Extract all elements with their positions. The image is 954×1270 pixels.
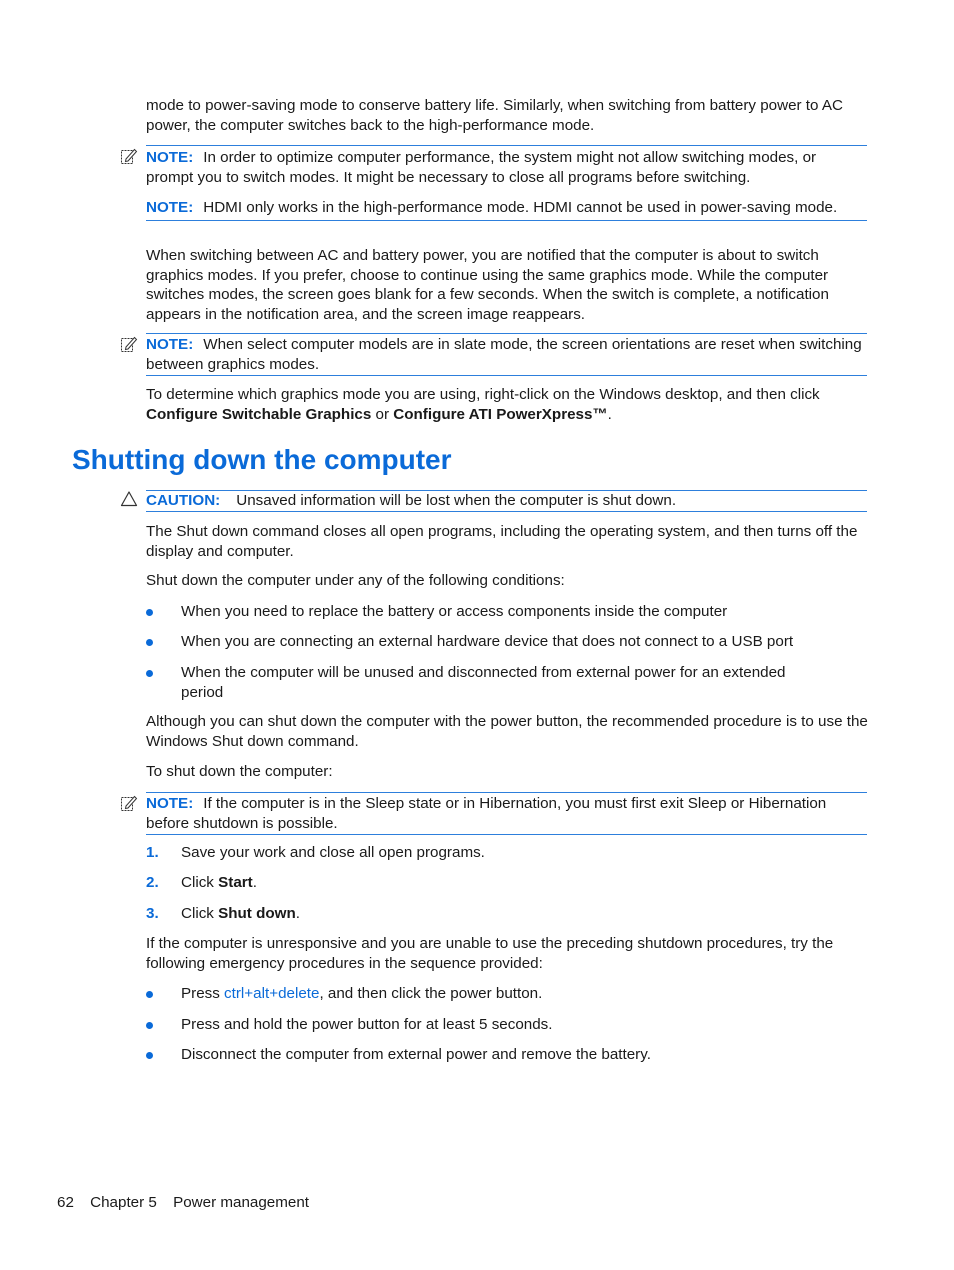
list-item [181, 984, 861, 1004]
note-text: When select computer models are in slate mode, the screen orientations are reset when switching between graphics modes. [146, 336, 862, 373]
bullet-icon [146, 986, 156, 996]
note-label: NOTE: [146, 149, 194, 166]
emergency-intro: If the computer is unresponsive and you are unable to use the preceding shutdown procedures, try the following emergency procedures in the sequence provided: [146, 935, 834, 972]
text-run: Press [181, 985, 225, 1002]
bullet-icon [146, 1047, 156, 1057]
note-pencil-icon [120, 794, 138, 812]
note-label: NOTE: [146, 199, 194, 216]
graphics-switch-paragraph: When switching between AC and battery power, you are notified that the computer is about to switch graphics modes. If you prefer, choose to continue using the same graphics mode. While the computer switches modes, the screen goes blank for a few seconds. When the switch is complete, a notification appears in the notification area, and the screen image reappears. [146, 247, 829, 323]
note-label: NOTE: [146, 336, 194, 353]
chapter-label: Chapter 5 [90, 1194, 157, 1211]
bullet-icon [146, 604, 156, 614]
menu-item-name: Configure Switchable Graphics [146, 405, 372, 423]
step-number: 3. [146, 905, 159, 922]
note-text: HDMI only works in the high-performance mode. HDMI cannot be used in power-saving mode. [203, 199, 838, 216]
intro-paragraph: mode to power-saving mode to conserve battery life. Similarly, when switching from battery power to AC power, the computer switches back to the high-performance mode. [146, 97, 843, 134]
list-item: When the computer will be unused and disconnected from external power for an extended period [181, 664, 786, 701]
keyboard-shortcut: ctrl+alt+delete [224, 985, 320, 1002]
command-name: Shut down [218, 905, 296, 922]
note-pencil-icon [120, 147, 138, 165]
list-item [181, 1015, 861, 1035]
caution-label: CAUTION: [146, 492, 221, 509]
step-text [181, 843, 861, 863]
list-item: When you need to replace the battery or access components inside the computer [181, 603, 728, 620]
text-run: or [371, 405, 394, 423]
page-number: 62 [57, 1194, 74, 1211]
section-title: Shutting down the computer [72, 444, 452, 475]
text-run: Disconnect the computer from external power and remove the battery. [181, 1046, 651, 1063]
power-button-paragraph: Although you can shut down the computer with the power button, the recommended procedure is to use the Windows Shut down command. [146, 713, 868, 750]
bullet-icon [146, 634, 156, 644]
bullet-icon [146, 1017, 156, 1027]
shutdown-description: The Shut down command closes all open programs, including the operating system, and then turns off the display and computer. [146, 523, 858, 560]
step-number: 2. [146, 874, 159, 891]
step-text [181, 873, 861, 893]
note-paragraph [146, 198, 867, 218]
caution-text: Unsaved information will be lost when the computer is shut down. [236, 492, 677, 509]
note-label: NOTE: [146, 795, 194, 812]
list-item: When you are connecting an external hardware device that does not connect to a USB port [181, 633, 794, 650]
page-footer [57, 1193, 321, 1213]
caution-block [146, 490, 867, 512]
step-text [181, 904, 861, 924]
chapter-title: Power management [173, 1194, 309, 1211]
shutdown-intro: To shut down the computer: [146, 763, 333, 780]
text-run: Click [181, 905, 219, 922]
graphics-mode-paragraph [146, 385, 868, 424]
conditions-intro: Shut down the computer under any of the following conditions: [146, 572, 565, 589]
bullet-icon [146, 665, 156, 675]
text-run: . [252, 874, 257, 891]
note-block [146, 145, 867, 221]
note-pencil-icon [120, 335, 138, 353]
text-run: Press and hold the power button for at least 5 seconds. [181, 1016, 553, 1033]
step-number: 1. [146, 844, 159, 861]
text-run: Click [181, 874, 219, 891]
note-paragraph [146, 335, 867, 374]
note-text: In order to optimize computer performance, the system might not allow switching modes, or prompt you to switch modes. It might be necessary to close all programs before switching. [146, 149, 817, 186]
text-run: To determine which graphics mode you are using, right-click on the Windows desktop, and then click [146, 386, 820, 403]
caution-triangle-icon [120, 490, 138, 508]
note-block [146, 792, 867, 835]
caution-paragraph [146, 491, 867, 511]
note-paragraph [146, 794, 867, 833]
text-run: , and then click the power button. [319, 985, 543, 1002]
note-text: If the computer is in the Sleep state or in Hibernation, you must first exit Sleep or Hibernation before shutdown is possible. [146, 795, 827, 832]
text-run: . [607, 405, 612, 423]
list-item [181, 1045, 861, 1065]
note-block [146, 333, 867, 376]
command-name: Start [218, 874, 253, 891]
text-run: Save your work and close all open programs. [181, 844, 485, 861]
menu-item-name: Configure ATI PowerXpress™ [393, 405, 608, 423]
text-run: . [295, 905, 300, 922]
note-paragraph [146, 148, 867, 187]
